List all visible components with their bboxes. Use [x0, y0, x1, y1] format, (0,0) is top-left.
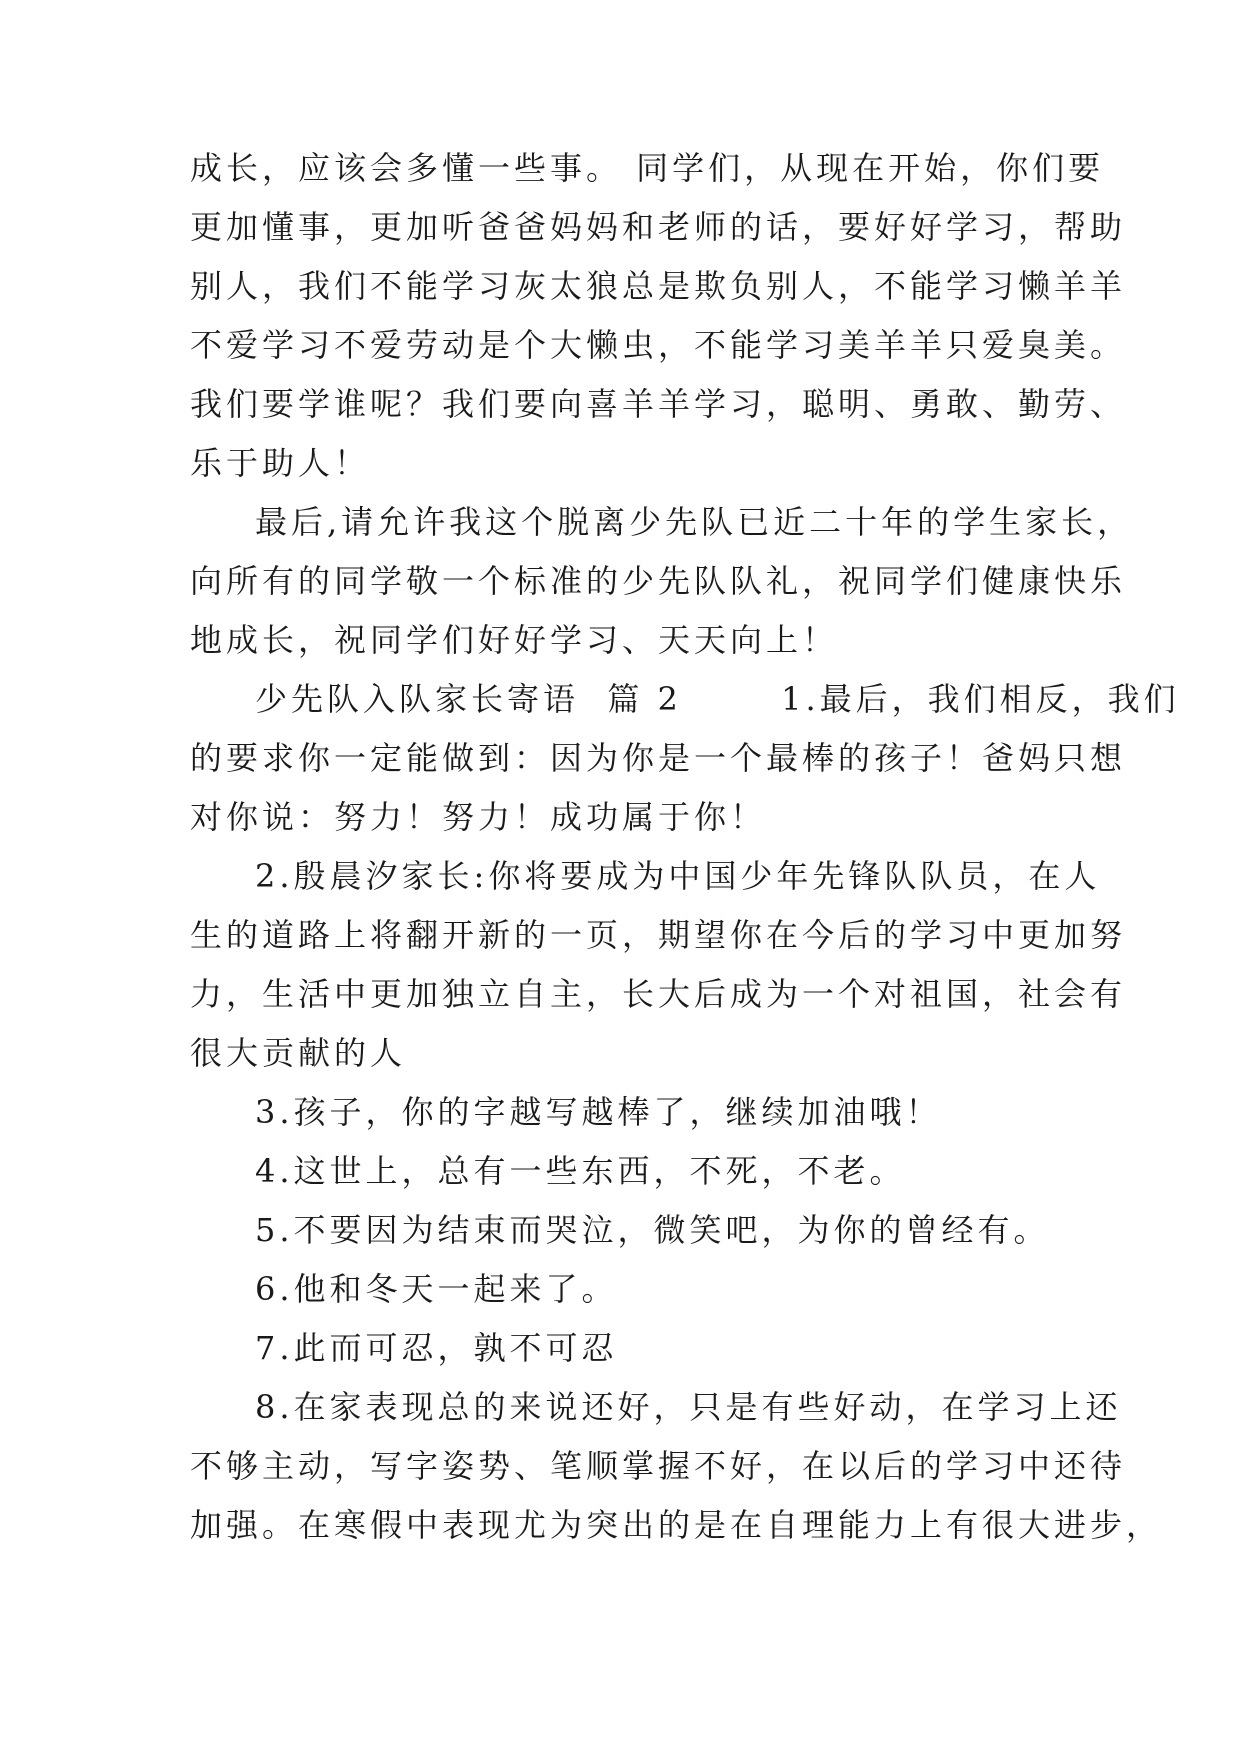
text-line: 地成长，祝同学们好好学习、天天向上！	[190, 621, 839, 659]
text-line: 乐于助人！	[190, 444, 371, 482]
text-line: 加强。在寒假中表现尤为突出的是在自理能力上有很大进步，	[190, 1506, 1163, 1544]
text-line: 成长，应该会多懂一些事。 同学们，从现在开始，你们要	[190, 149, 1105, 187]
list-item-4: 4.这世上，总有一些东西，不死，不老。	[255, 1152, 906, 1190]
list-item-2: 2.殷晨汐家长:你将要成为中国少年先锋队队员，在人	[255, 857, 1101, 895]
list-item-3: 3.孩子，你的字越写越棒了，继续加油哦！	[255, 1093, 942, 1131]
list-item-7: 7.此而可忍，孰不可忍	[255, 1329, 618, 1367]
section-heading-line: 少先队入队家长寄语 篇 2 1.最后，我们相反，我们	[255, 680, 1180, 718]
text-line: 更加懂事，更加听爸爸妈妈和老师的话，要好好学习，帮助	[190, 208, 1127, 246]
text-line: 不爱学习不爱劳动是个大懒虫，不能学习美羊羊只爱臭美。	[190, 326, 1127, 364]
text-line: 很大贡献的人	[190, 1034, 407, 1072]
text-line: 向所有的同学敬一个标准的少先队队礼，祝同学们健康快乐	[190, 562, 1127, 600]
list-item-8: 8.在家表现总的来说还好，只是有些好动，在学习上还	[255, 1388, 1122, 1426]
list-item-5: 5.不要因为结束而哭泣，微笑吧，为你的曾经有。	[255, 1211, 1050, 1249]
text-line: 生的道路上将翻开新的一页，期望你在今后的学习中更加努	[190, 916, 1127, 954]
text-line: 我们要学谁呢？我们要向喜羊羊学习，聪明、勇敢、勤劳、	[190, 385, 1127, 423]
text-line: 对你说：努力！努力！成功属于你！	[190, 798, 767, 836]
text-line: 别人，我们不能学习灰太狼总是欺负别人，不能学习懒羊羊	[190, 267, 1127, 305]
list-item-6: 6.他和冬天一起来了。	[255, 1270, 618, 1308]
paragraph-start: 最后,请允许我这个脱离少先队已近二十年的学生家长，	[255, 503, 1134, 541]
text-line: 力，生活中更加独立自主，长大后成为一个对祖国，社会有	[190, 975, 1127, 1013]
text-line: 不够主动，写字姿势、笔顺掌握不好，在以后的学习中还待	[190, 1447, 1127, 1485]
text-line: 的要求你一定能做到：因为你是一个最棒的孩子！爸妈只想	[190, 739, 1127, 777]
